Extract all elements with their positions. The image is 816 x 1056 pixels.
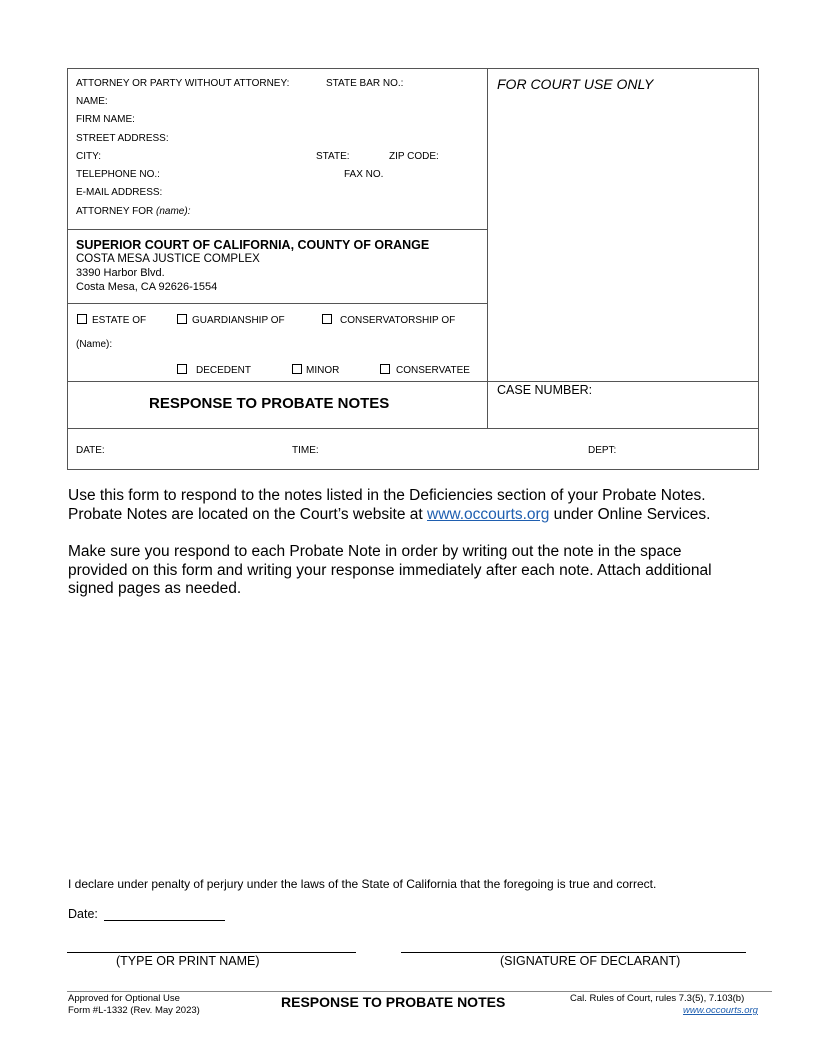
conservatorship-of-checkbox[interactable] <box>322 314 455 326</box>
instructions-line-2-text: Probate Notes are located on the Court’s website at <box>68 505 423 523</box>
decedent-box[interactable] <box>177 364 187 374</box>
court-complex: COSTA MESA JUSTICE COMPLEX <box>76 253 260 265</box>
court-use-label: FOR COURT USE ONLY <box>497 76 654 92</box>
instructions-paragraph-1 <box>68 487 768 524</box>
estate-of-box[interactable] <box>77 314 87 324</box>
caption-divider-vertical <box>487 68 488 429</box>
instructions-paragraph-2 <box>68 543 768 599</box>
minor-checkbox[interactable] <box>292 364 339 376</box>
city-label: CITY: <box>76 151 102 162</box>
hearing-date-label: DATE: <box>76 445 105 456</box>
firm-name-label: FIRM NAME: <box>76 114 135 125</box>
conservatee-label: CONSERVATEE <box>396 365 470 376</box>
footer-rules: Cal. Rules of Court, rules 7.3(5), 7.103(b) <box>570 993 745 1004</box>
footer-occourts-link[interactable]: www.occourts.org <box>683 1005 758 1016</box>
caption-divider-court <box>67 229 487 230</box>
conservatorship-of-box[interactable] <box>322 314 332 324</box>
instructions-p2-line-3: signed pages as needed. <box>68 580 242 597</box>
case-number-label: CASE NUMBER: <box>497 383 593 397</box>
estate-of-label: ESTATE OF <box>92 315 147 326</box>
instructions-line-1: Use this form to respond to the notes listed in the Deficiencies section of your Probate Notes. <box>68 487 706 504</box>
signature-label: (SIGNATURE OF DECLARANT) <box>500 954 681 968</box>
caption-divider-hearing <box>67 428 759 429</box>
caption-divider-title <box>67 381 759 382</box>
zip-code-label: ZIP CODE: <box>389 151 439 162</box>
court-street: 3390 Harbor Blvd. <box>76 267 165 279</box>
court-city: Costa Mesa, CA 92626-1554 <box>76 281 218 293</box>
attorney-for-italic: (name): <box>156 206 191 217</box>
state-label: STATE: <box>316 151 350 162</box>
print-name-label: (TYPE OR PRINT NAME) <box>116 954 260 968</box>
declaration-date-label: Date: <box>68 907 98 921</box>
estate-of-checkbox[interactable] <box>77 314 146 326</box>
conservatorship-of-label: CONSERVATORSHIP OF <box>340 315 456 326</box>
hearing-time-label: TIME: <box>292 445 319 456</box>
footer-title: RESPONSE TO PROBATE NOTES <box>281 994 506 1010</box>
attorney-for-label <box>76 206 190 217</box>
footer-form-number: Form #L-1332 (Rev. May 2023) <box>68 1005 200 1016</box>
instructions-line-2-end: under Online Services. <box>553 505 711 523</box>
occourts-link[interactable]: www.occourts.org <box>427 505 550 523</box>
estate-name-label: (Name): <box>76 339 113 350</box>
hearing-dept-label: DEPT: <box>588 445 617 456</box>
fax-label: FAX NO. <box>344 169 384 180</box>
court-name: SUPERIOR COURT OF CALIFORNIA, COUNTY OF ORANGE <box>76 238 430 252</box>
state-bar-label: STATE BAR NO.: <box>326 78 404 89</box>
form-title: RESPONSE TO PROBATE NOTES <box>149 395 390 412</box>
decedent-checkbox[interactable] <box>177 364 251 376</box>
conservatee-checkbox[interactable] <box>380 364 470 376</box>
conservatee-box[interactable] <box>380 364 390 374</box>
name-label: NAME: <box>76 96 108 107</box>
decedent-label: DECEDENT <box>196 365 252 376</box>
telephone-label: TELEPHONE NO.: <box>76 169 160 180</box>
minor-label: MINOR <box>306 365 340 376</box>
instructions-p2-line-1: Make sure you respond to each Probate Note in order by writing out the note in the space <box>68 543 682 560</box>
guardianship-of-checkbox[interactable] <box>177 314 285 326</box>
footer-rule <box>67 991 772 992</box>
attorney-for-text: ATTORNEY FOR <box>76 206 154 217</box>
guardianship-of-box[interactable] <box>177 314 187 324</box>
instructions-p2-line-2: provided on this form and writing your response immediately after each note. Attach additional <box>68 561 712 579</box>
attorney-label: ATTORNEY OR PARTY WITHOUT ATTORNEY: <box>76 78 290 89</box>
street-address-label: STREET ADDRESS: <box>76 133 169 144</box>
minor-box[interactable] <box>292 364 302 374</box>
print-name-field[interactable] <box>67 952 356 953</box>
footer-approved: Approved for Optional Use <box>68 993 180 1004</box>
declaration-date-field[interactable] <box>104 920 225 921</box>
instructions-line-2 <box>68 506 768 525</box>
declaration-text: I declare under penalty of perjury under the laws of the State of California that the foregoing is true and correct. <box>68 877 657 891</box>
caption-divider-estate <box>67 303 487 304</box>
guardianship-of-label: GUARDIANSHIP OF <box>192 315 285 326</box>
signature-field[interactable] <box>401 952 746 953</box>
email-label: E-MAIL ADDRESS: <box>76 187 163 198</box>
